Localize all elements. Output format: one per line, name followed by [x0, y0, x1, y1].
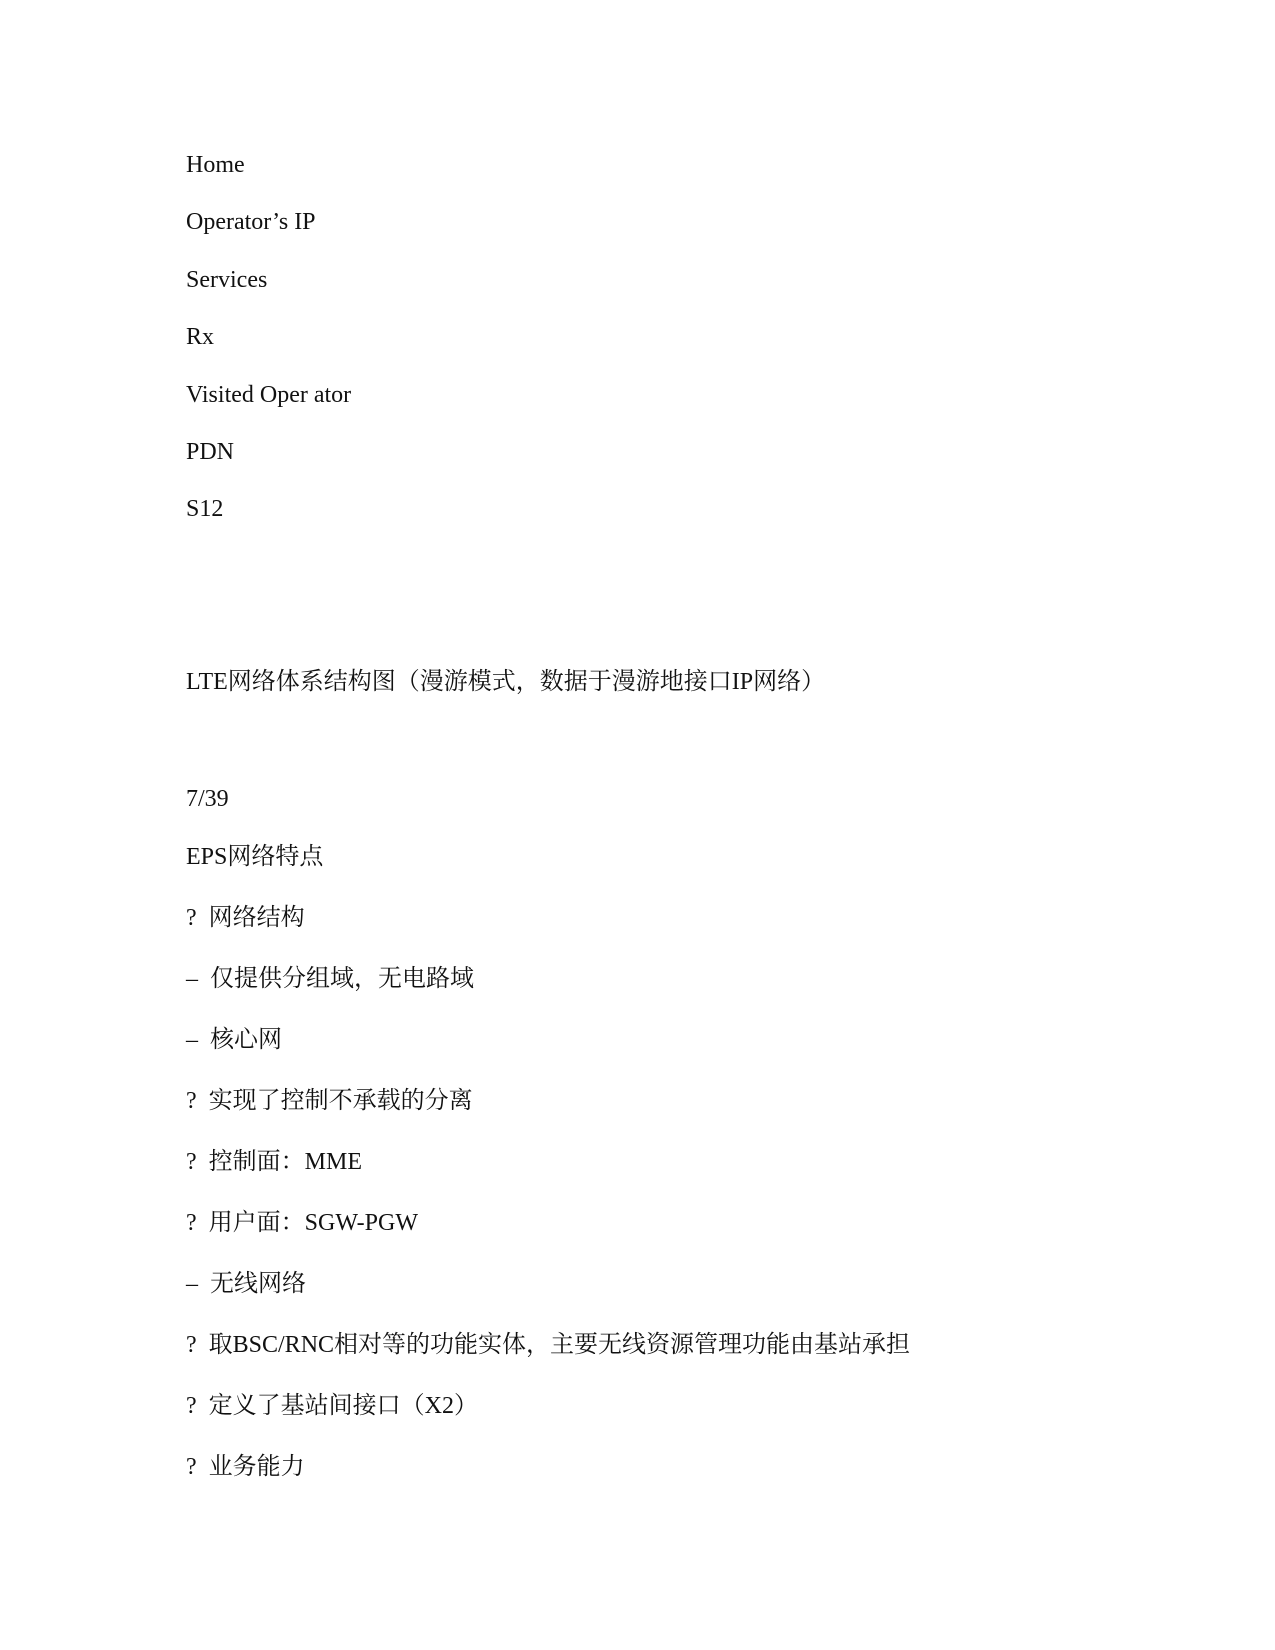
sub-bullet-item: – 核心网: [186, 1027, 282, 1053]
diagram-label-home: Home: [186, 152, 245, 178]
diagram-label-operators-ip: Operator’s IP: [186, 209, 316, 235]
section-heading: EPS网络特点: [186, 844, 324, 870]
figure-caption: LTE网络体系结构图（漫游模式，数据于漫游地接口IP网络）: [186, 669, 826, 695]
bullet-item: ? 网络结构: [186, 905, 305, 931]
bullet-item: ? 控制面：MME: [186, 1149, 362, 1175]
diagram-label-rx: Rx: [186, 324, 215, 350]
bullet-item: ? 取BSC/RNC相对等的功能实体，主要无线资源管理功能由基站承担: [186, 1332, 911, 1358]
bullet-item: ? 业务能力: [186, 1454, 305, 1480]
bullet-item: ? 实现了控制不承载的分离: [186, 1088, 473, 1114]
bullet-item: ? 定义了基站间接口（X2）: [186, 1393, 478, 1419]
page-number: 7/39: [186, 786, 229, 812]
diagram-label-visited-operator: Visited Oper ator: [186, 382, 352, 408]
bullet-item: ? 用户面：SGW-PGW: [186, 1210, 418, 1236]
diagram-label-pdn: PDN: [186, 439, 235, 465]
diagram-label-services: Services: [186, 267, 268, 293]
diagram-label-s12: S12: [186, 496, 224, 522]
sub-bullet-item: – 无线网络: [186, 1271, 306, 1297]
sub-bullet-item: – 仅提供分组域，无电路域: [186, 966, 474, 992]
